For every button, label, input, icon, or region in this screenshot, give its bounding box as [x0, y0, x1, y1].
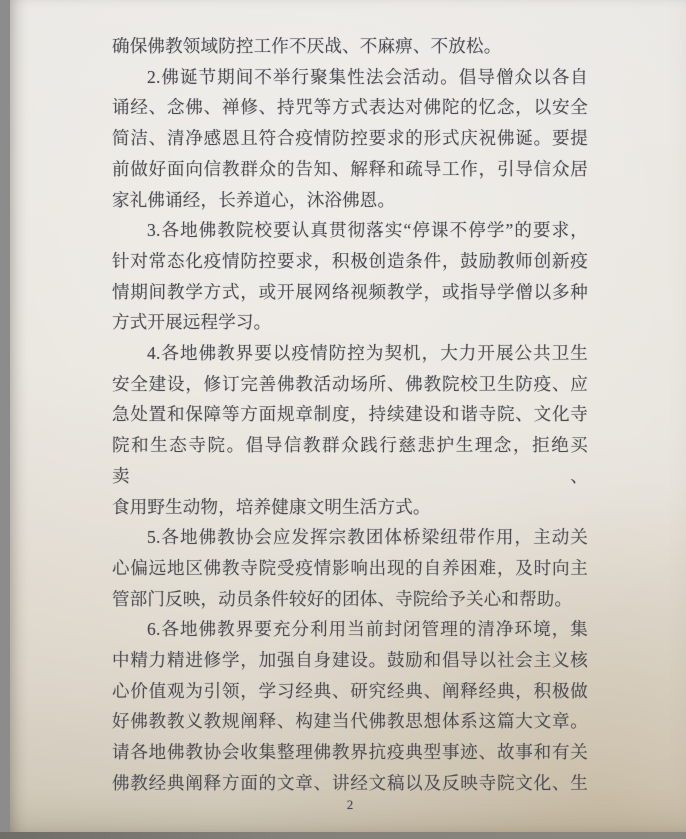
text-line: 佛教经典阐释方面的文章、讲经文稿以及反映寺院文化、生	[112, 772, 588, 793]
text-line: 心价值观为引领，学习经典、研究经典、阐释经典，积极做	[112, 680, 588, 701]
text-line: 5.各地佛教协会应发挥宗教团体桥梁纽带作用，主动关	[147, 527, 588, 548]
text-line: 安全建设，修订完善佛教活动场所、佛教院校卫生防疫、应	[112, 373, 588, 394]
text-line: 3.各地佛教院校要认真贯彻落实“停课不停学”的要求，	[147, 220, 588, 241]
text-line: 食用野生动物，培养健康文明生活方式。	[112, 496, 431, 517]
text-line: 请各地佛教协会收集整理佛教界抗疫典型事迹、故事和有关	[112, 742, 588, 763]
document-body	[112, 31, 588, 799]
text-line: 好佛教教义教规阐释、构建当代佛教思想体系这篇大文章。	[112, 711, 588, 732]
text-line: 4.各地佛教界要以疫情防控为契机，大力开展公共卫生	[147, 343, 588, 364]
text-line: 急处置和保障等方面规章制度，持续建设和谐寺院、文化寺	[112, 404, 588, 425]
text-line: 针对常态化疫情防控要求，积极创造条件，鼓励教师创新疫	[112, 250, 588, 271]
text-line: 情期间教学方式，或开展网络视频教学，或指导学僧以多种	[112, 281, 588, 302]
text-line: 院和生态寺院。倡导信教群众践行慈悲护生理念，拒绝买卖、	[112, 435, 588, 486]
photo-bottom-edge	[0, 832, 686, 839]
text-line: 管部门反映，动员条件较好的团体、寺院给予关心和帮助。	[112, 588, 573, 609]
text-line: 诵经、念佛、禅修、持咒等方式表达对佛陀的忆念，以安全	[112, 97, 588, 118]
text-line: 确保佛教领域防控工作不厌战、不麻痹、不放松。	[112, 36, 502, 56]
text-line: 心偏远地区佛教寺院受疫情影响出现的自养困难，及时向主	[112, 557, 588, 578]
text-line: 方式开展远程学习。	[112, 312, 272, 333]
text-line: 中精力精进修学，加强自身建设。鼓励和倡导以社会主义核	[112, 650, 588, 671]
text-line: 前做好面向信教群众的告知、解释和疏导工作，引导信众居	[112, 158, 588, 179]
text-line: 2.佛诞节期间不举行聚集性法会活动。倡导僧众以各自	[147, 66, 588, 87]
text-line: 6.各地佛教界要充分利用当前封闭管理的清净环境，集	[147, 619, 588, 640]
document-page	[10, 0, 686, 832]
text-line: 家礼佛诵经，长养道心，沐浴佛恩。	[112, 189, 396, 210]
text-line: 简洁、清净感恩且符合疫情防控要求的形式庆祝佛诞。要提	[112, 128, 588, 149]
page-number: 2	[346, 797, 354, 812]
